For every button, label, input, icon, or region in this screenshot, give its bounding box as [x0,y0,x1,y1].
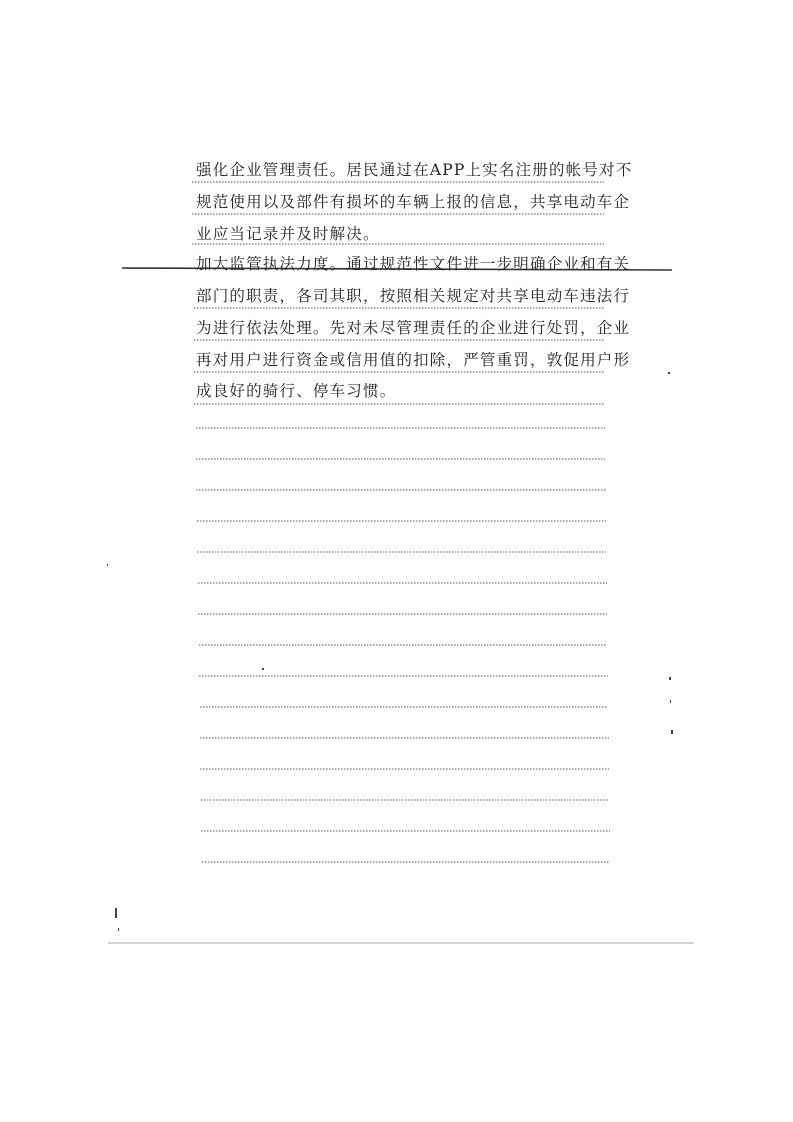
scan-speck [670,700,671,703]
text-line: 为进行依法处理。先对未尽管理责任的企业进行处罚，企业 [196,319,631,337]
text-line: 业应当记录并及时解决。 [196,225,380,243]
text-line: 强化企业管理责任。居民通过在APP上实名注册的帐号对不 [196,161,633,179]
scan-speck [669,677,671,680]
text-line: 规范使用以及部件有损坏的车辆上报的信息，共享电动车企 [196,193,631,211]
text-line: 部门的职责，各司其职，按照相关规定对共享电动车违法行 [196,287,631,305]
scan-speck [107,564,108,566]
scan-speck [118,928,119,931]
scan-speck [671,730,673,734]
text-line: 成良好的骑行、停车习惯。 [196,382,397,400]
scan-speck [262,668,264,670]
scan-speck [668,372,670,374]
scan-speck [115,908,117,918]
text-line: 再对用户进行资金或信用值的扣除，严管重罚，敦促用户形 [196,351,631,369]
text-line: 加大监管执法力度。通过规范性文件进一步明确企业和有关 [196,255,631,273]
